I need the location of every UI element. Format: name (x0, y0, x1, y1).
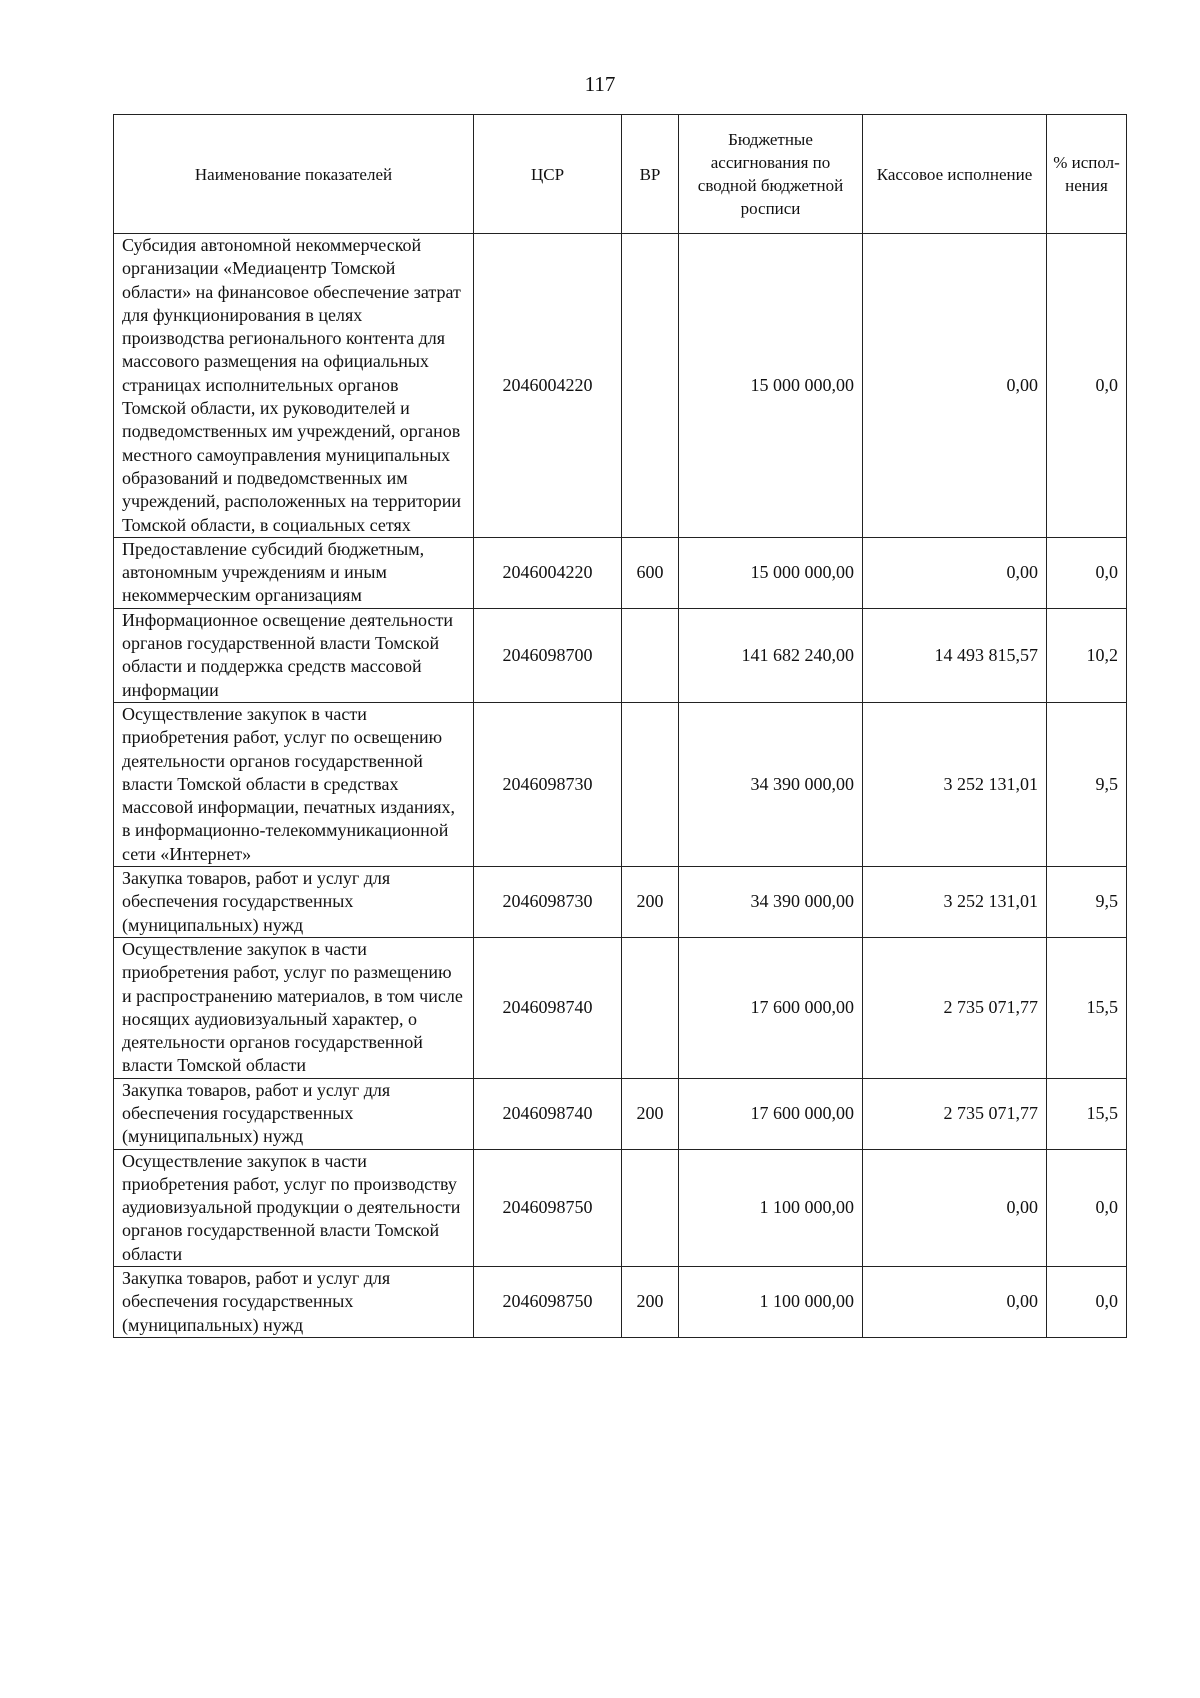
row-cash-execution: 0,00 (863, 1149, 1047, 1266)
row-vr (622, 937, 679, 1078)
row-name: Информационное освещение деятельности органов государственной власти Томской области и поддержка средств массовой информации (114, 608, 474, 702)
header-vr: ВР (622, 115, 679, 234)
row-cash-execution: 14 493 815,57 (863, 608, 1047, 702)
table-row (114, 702, 1127, 866)
table-header-row (114, 115, 1127, 234)
row-execution-percent: 9,5 (1047, 702, 1127, 866)
header-assignments: Бюджетные ассигнования по сводной бюджетной росписи (679, 115, 863, 234)
row-cash-execution: 2 735 071,77 (863, 937, 1047, 1078)
row-execution-percent: 0,0 (1047, 1149, 1127, 1266)
table-row (114, 1267, 1127, 1338)
table-row (114, 234, 1127, 538)
row-csr: 2046098750 (474, 1267, 622, 1338)
row-execution-percent: 9,5 (1047, 867, 1127, 938)
row-vr: 200 (622, 867, 679, 938)
row-assignments: 34 390 000,00 (679, 867, 863, 938)
row-execution-percent: 10,2 (1047, 608, 1127, 702)
page-number: 117 (584, 72, 616, 96)
row-csr: 2046004220 (474, 234, 622, 538)
row-execution-percent: 15,5 (1047, 1078, 1127, 1149)
row-vr (622, 702, 679, 866)
row-cash-execution: 3 252 131,01 (863, 867, 1047, 938)
row-assignments: 1 100 000,00 (679, 1149, 863, 1266)
row-assignments: 141 682 240,00 (679, 608, 863, 702)
row-name: Предоставление субсидий бюджетным, автономным учреждениям и иным некоммерческим организациям (114, 537, 474, 608)
row-csr: 2046098750 (474, 1149, 622, 1266)
table-row (114, 537, 1127, 608)
row-execution-percent: 0,0 (1047, 234, 1127, 538)
budget-execution-table (113, 114, 1127, 1338)
row-name: Закупка товаров, работ и услуг для обеспечения государственных (муниципальных) нужд (114, 867, 474, 938)
row-vr: 600 (622, 537, 679, 608)
row-assignments: 34 390 000,00 (679, 702, 863, 866)
table-row (114, 608, 1127, 702)
row-name: Осуществление закупок в части приобретения работ, услуг по производству аудиовизуальной продукции о деятельности органов государственной власти Томской области (114, 1149, 474, 1266)
row-csr: 2046098730 (474, 702, 622, 866)
row-assignments: 17 600 000,00 (679, 937, 863, 1078)
row-name: Закупка товаров, работ и услуг для обеспечения государственных (муниципальных) нужд (114, 1078, 474, 1149)
row-name: Закупка товаров, работ и услуг для обеспечения государственных (муниципальных) нужд (114, 1267, 474, 1338)
row-csr: 2046098700 (474, 608, 622, 702)
row-cash-execution: 0,00 (863, 234, 1047, 538)
row-csr: 2046004220 (474, 537, 622, 608)
table-row (114, 1149, 1127, 1266)
row-assignments: 15 000 000,00 (679, 537, 863, 608)
row-cash-execution: 3 252 131,01 (863, 702, 1047, 866)
row-vr: 200 (622, 1267, 679, 1338)
row-vr (622, 1149, 679, 1266)
row-assignments: 15 000 000,00 (679, 234, 863, 538)
header-cash-execution: Кассовое исполнение (863, 115, 1047, 234)
row-vr (622, 234, 679, 538)
row-csr: 2046098740 (474, 1078, 622, 1149)
row-execution-percent: 0,0 (1047, 1267, 1127, 1338)
header-name: Наименование показателей (114, 115, 474, 234)
row-csr: 2046098740 (474, 937, 622, 1078)
row-assignments: 1 100 000,00 (679, 1267, 863, 1338)
row-csr: 2046098730 (474, 867, 622, 938)
row-assignments: 17 600 000,00 (679, 1078, 863, 1149)
header-execution-percent: % испол-нения (1047, 115, 1127, 234)
row-name: Осуществление закупок в части приобретения работ, услуг по размещению и распространению материалов, в том числе носящих аудиовизуальный характер, о деятельности органов государственной власти Томской области (114, 937, 474, 1078)
row-cash-execution: 2 735 071,77 (863, 1078, 1047, 1149)
row-vr (622, 608, 679, 702)
row-name: Осуществление закупок в части приобретения работ, услуг по освещению деятельности органов государственной власти Томской области в средствах массовой информации, печатных изданиях, в информационно-телекоммуникационной сети «Интернет» (114, 702, 474, 866)
row-cash-execution: 0,00 (863, 537, 1047, 608)
table-row (114, 937, 1127, 1078)
table-row (114, 1078, 1127, 1149)
row-cash-execution: 0,00 (863, 1267, 1047, 1338)
row-vr: 200 (622, 1078, 679, 1149)
row-execution-percent: 0,0 (1047, 537, 1127, 608)
row-name: Субсидия автономной некоммерческой организации «Медиацентр Томской области» на финансовое обеспечение затрат для функционирования в целях производства регионального контента для массового размещения на официальных страницах исполнительных органов Томской области, их руководителей и подведомственных им учреждений, органов местного самоуправления муниципальных образований и подведомственных им учреждений, расположенных на территории Томской области, в социальных сетях (114, 234, 474, 538)
row-execution-percent: 15,5 (1047, 937, 1127, 1078)
table-row (114, 867, 1127, 938)
header-csr: ЦСР (474, 115, 622, 234)
